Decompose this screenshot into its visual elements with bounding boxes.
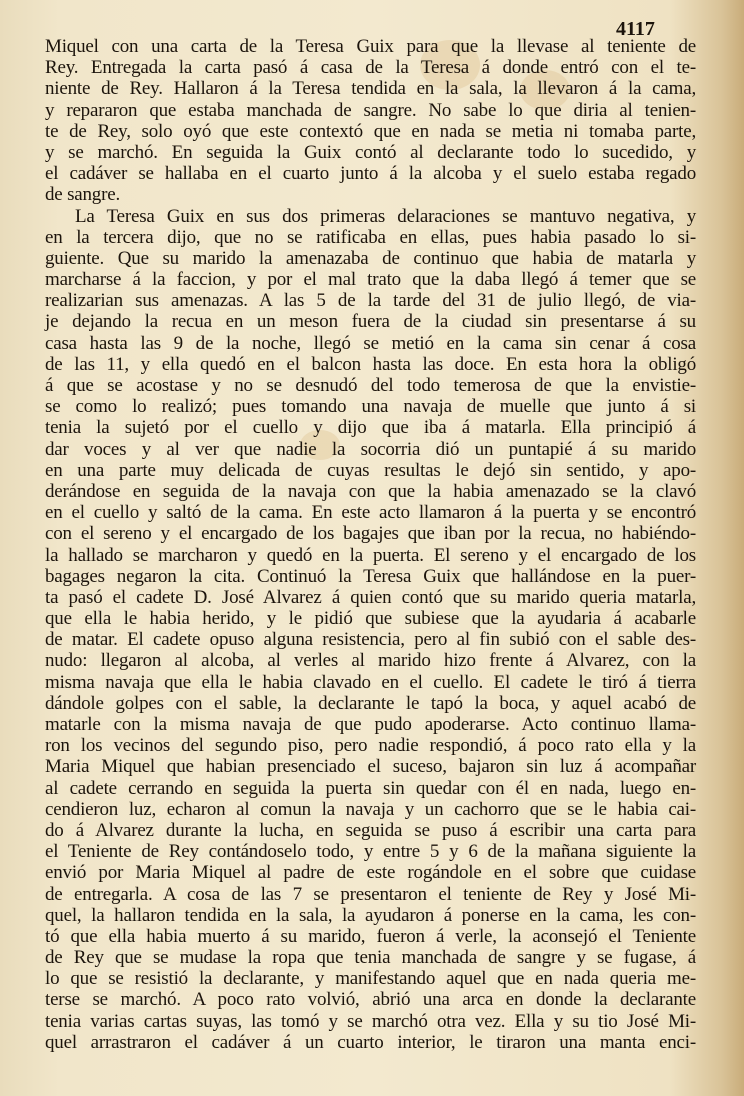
- text-line: y repararon que estaba manchada de sangre. No sabe lo que diria al tenien-: [45, 99, 696, 121]
- text-line: el Teniente de Rey contándoselo todo, y entre 5 y 6 de la mañana siguiente la: [45, 841, 696, 863]
- text-line: el cadáver se hallaba en el cuarto junto á la alcoba y el suelo estaba regado: [45, 163, 696, 185]
- text-line: tó que ella habia muerto á su marido, fueron á verle, la aconsejó el Teniente: [45, 925, 696, 947]
- text-line: matarle con la misma navaja de que pudo apoderarse. Acto continuo llama-: [45, 714, 696, 735]
- text-line: te de Rey, solo oyó que este contextó que en nada se metia ni tomaba parte,: [45, 120, 696, 142]
- text-line: misma navaja que ella le habia clavado en el cuello. El cadete le tiró á tierra: [45, 671, 696, 693]
- text-line: de sangre.: [45, 184, 121, 206]
- text-line: guiente. Que su marido la amenazaba de continuo que habia de matarla y: [45, 247, 696, 269]
- text-line: quel arrastraron el cadáver á un cuarto interior, le tiraron una manta enci-: [45, 1031, 696, 1053]
- text-line: y se marchó. En seguida la Guix contó al declarante todo lo sucedido, y: [45, 141, 696, 163]
- text-line: de entregarla. A cosa de las 7 se presentaron el teniente de Rey y José Mi-: [45, 883, 696, 905]
- text-line: se como lo realizó; pues tomando una navaja de muelle que junto á si: [45, 396, 696, 418]
- text-line: envió por Maria Miquel al padre de este rogándole en el sobre que cuidase: [45, 862, 696, 884]
- text-line: je dejando la recua en un meson fuera de la ciudad sin presentarse á su: [45, 311, 696, 333]
- text-line: Maria Miquel que habian presenciado el suceso, bajaron sin luz á acompañar: [45, 756, 696, 778]
- text-line: La Teresa Guix en sus dos primeras delaraciones se mantuvo negativa, y: [75, 205, 696, 227]
- text-line: nudo: llegaron al alcoba, al verles al marido hizo frente á Alvarez, con la: [45, 650, 696, 672]
- text-line: do á Alvarez durante la lucha, en seguida se puso á escribir una carta para: [45, 819, 696, 841]
- text-line: ta pasó el cadete D. José Alvarez á quien contó que su marido queria matarla,: [45, 586, 696, 608]
- text-line: casa hasta las 9 de la noche, llegó se metió en la cama sin cenar á cosa: [45, 332, 696, 354]
- text-line: marcharse á la faccion, y por el mal trato que la daba llegó á temer que se: [45, 269, 696, 291]
- text-line: Rey. Entregada la carta pasó á casa de la Teresa á donde entró con el te-: [45, 57, 696, 79]
- text-line: en el cuello y saltó de la cama. En este acto llamaron á la puerta y se encontró: [45, 502, 696, 524]
- text-line: la hallado se marcharon y quedó en la puerta. El sereno y el encargado de los: [45, 544, 696, 566]
- text-line: que ella le habia herido, y le pidió que subiese que la ayudaria á acabarle: [45, 608, 696, 630]
- text-line: en una parte muy delicada de cuyas resultas le dejó sin sentido, y apo-: [45, 459, 696, 481]
- text-line: bagages negaron la cita. Continuó la Teresa Guix que hallándose en la puer-: [45, 565, 696, 587]
- text-line: de matar. El cadete opuso alguna resistencia, pero al fin subió con el sable des-: [45, 629, 696, 651]
- text-line: de Rey que se mudase la ropa que tenia manchada de sangre y se fugase, á: [45, 947, 696, 969]
- text-line: ron los vecinos del segundo piso, pero nadie respondió, á poco rato ella y la: [45, 735, 696, 757]
- text-line: cendieron luz, echaron al comun la navaja y un cachorro que se le habia cai-: [45, 798, 696, 820]
- text-line: Miquel con una carta de la Teresa Guix para que la llevase al teniente de: [45, 36, 696, 57]
- text-line: al cadete cerrando en seguida la puerta sin quedar con él en nada, luego en-: [45, 777, 696, 799]
- text-line: lo que se resistió la declarante, y manifestando aquel que en nada queria me-: [45, 968, 696, 990]
- text-line: dándole golpes con el sable, la declarante le tapó la boca, y aquel acabó de: [45, 692, 696, 714]
- text-line: terse se marchó. A poco rato volvió, abrió una arca en donde la declarante: [45, 989, 696, 1011]
- text-line: realizarian sus amenazas. A las 5 de la tarde del 31 de julio llegó, de via-: [45, 290, 696, 312]
- text-line: á que se acostase y no se desnudó del todo temerosa de que la envistie-: [45, 375, 696, 396]
- text-line: niente de Rey. Hallaron á la Teresa tendida en la sala, la llevaron á la cama,: [45, 78, 696, 100]
- text-line: tenia varias cartas suyas, las tomó y se marchó otra vez. Ella y su tio José Mi-: [45, 1010, 696, 1032]
- text-line: tenia la sujetó por el cuello y dijo que iba á matarla. Ella principió á: [45, 417, 696, 439]
- body-text: [45, 36, 696, 1053]
- text-line: dar voces y al ver que nadie la socorria dió un puntapié á su marido: [45, 438, 696, 460]
- page-number: 4117: [616, 18, 655, 40]
- text-line: en la tercera dijo, que no se ratificaba en ellas, pues habia pasado lo si-: [45, 226, 696, 248]
- text-line: quel, la hallaron tendida en la sala, la ayudaron á ponerse en la cama, les con-: [45, 904, 696, 926]
- text-line: derándose en seguida de la navaja con que la habia amenazado se la clavó: [45, 480, 696, 502]
- text-line: con el sereno y el encargado de los bagajes que iban por la recua, no habiéndo-: [45, 523, 696, 545]
- text-line: de las 11, y ella quedó en el balcon hasta las doce. En esta hora la obligó: [45, 353, 696, 375]
